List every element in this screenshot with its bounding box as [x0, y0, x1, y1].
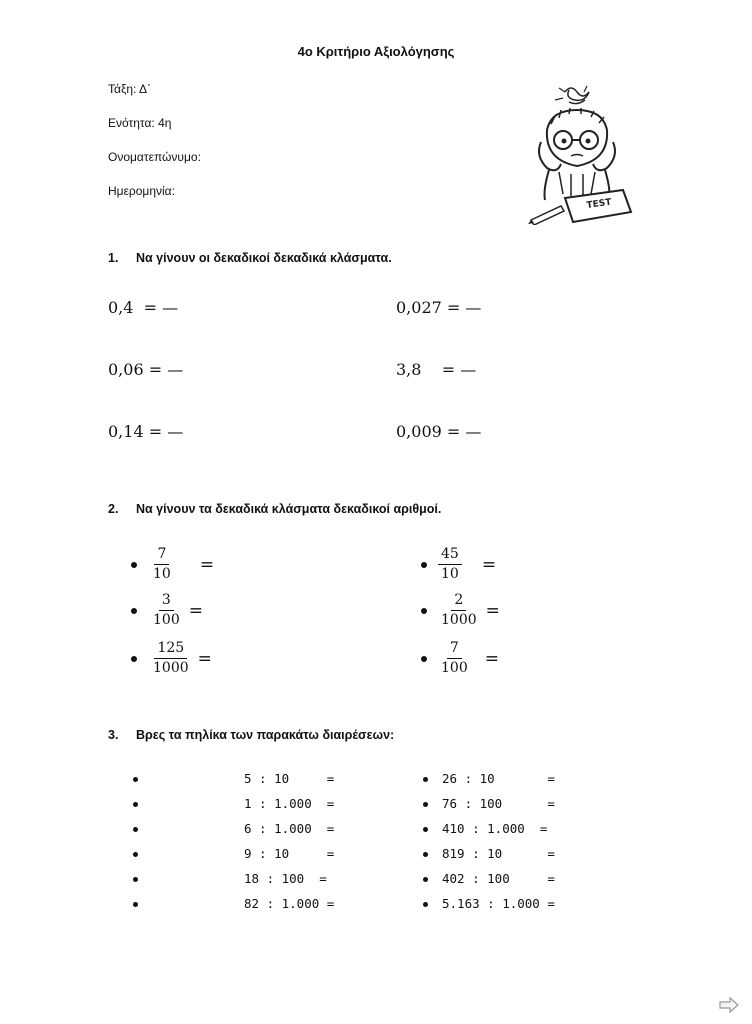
section-2-number: 2. — [108, 502, 119, 516]
numerator: 125 — [154, 640, 187, 659]
equals-sign: = — [197, 648, 212, 669]
numerator: 2 — [451, 592, 466, 611]
equals-sign: = — [199, 554, 215, 575]
section-3-heading — [108, 728, 394, 742]
division-item: 82 : 1.000 = — [244, 896, 335, 911]
section-2-text: Να γίνουν τα δεκαδικά κλάσματα δεκαδικοί αριθμοί. — [136, 502, 442, 516]
fraction-item — [150, 546, 214, 583]
division-item: 819 : 10 = — [442, 846, 555, 861]
division-item: 18 : 100 = — [244, 871, 327, 886]
equals-sign: = — [485, 600, 500, 621]
numerator: 45 — [438, 546, 462, 565]
fraction-item — [438, 640, 499, 677]
bullet — [131, 562, 137, 568]
denominator: 1000 — [153, 660, 189, 676]
bullet — [133, 902, 138, 907]
section-1-text: Να γίνουν οι δεκαδικοί δεκαδικά κλάσματα. — [136, 251, 392, 265]
bullet — [423, 902, 428, 907]
bullet — [133, 827, 138, 832]
numerator: 7 — [447, 640, 462, 659]
division-item: 5.163 : 1.000 = — [442, 896, 555, 911]
bullet — [421, 608, 427, 614]
section-3-text: Βρες τα πηλίκα των παρακάτω διαιρέσεων: — [136, 728, 395, 742]
division-item: 5 : 10 = — [244, 771, 335, 786]
name-label: Ονοματεπώνυμο: — [108, 150, 201, 164]
bullet — [423, 852, 428, 857]
bullet — [423, 827, 428, 832]
denominator: 10 — [153, 566, 171, 582]
bullet — [423, 877, 428, 882]
division-item: 9 : 10 = — [244, 846, 335, 861]
numerator: 3 — [159, 592, 174, 611]
division-item: 6 : 1.000 = — [244, 821, 335, 836]
bullet — [421, 562, 427, 568]
fraction-item — [150, 640, 212, 677]
decimal-item: 0,009 = — — [396, 422, 482, 441]
bullet — [423, 802, 428, 807]
bullet — [421, 656, 427, 662]
section-1-number: 1. — [108, 251, 119, 265]
division-item: 26 : 10 = — [442, 771, 555, 786]
page-title: 4ο Κριτήριο Αξιολόγησης — [297, 44, 455, 59]
fraction — [438, 592, 480, 629]
denominator: 100 — [153, 612, 180, 628]
bullet — [133, 802, 138, 807]
bullet — [131, 608, 137, 614]
bullet — [423, 777, 428, 782]
next-arrow-icon[interactable] — [718, 996, 740, 1014]
section-2-heading — [108, 502, 441, 516]
decimal-item: 3,8 = — — [396, 360, 477, 379]
decimal-item: 0,14 = — — [108, 422, 184, 441]
section-1-heading — [108, 251, 392, 265]
fraction — [150, 640, 192, 677]
section-3-number: 3. — [108, 728, 119, 742]
sheet-text: TEST — [586, 197, 613, 211]
bullet — [131, 656, 137, 662]
bullet — [133, 852, 138, 857]
division-item: 410 : 1.000 = — [442, 821, 548, 836]
division-item: 1 : 1.000 = — [244, 796, 335, 811]
student-cartoon-illustration — [525, 80, 635, 225]
denominator: 1000 — [441, 612, 477, 628]
decimal-item: 0,06 = — — [108, 360, 184, 379]
fraction-item — [438, 546, 496, 583]
decimal-item: 0,4 = — — [108, 298, 179, 317]
unit-label: Ενότητα: 4η — [108, 116, 172, 130]
decimal-item: 0,027 = — — [396, 298, 482, 317]
numerator: 7 — [154, 546, 169, 565]
denominator: 100 — [441, 660, 468, 676]
equals-sign: = — [188, 600, 203, 621]
equals-sign: = — [484, 648, 499, 669]
fraction-item — [438, 592, 500, 629]
denominator: 10 — [441, 566, 459, 582]
division-item: 76 : 100 = — [442, 796, 555, 811]
class-label: Τάξη: Δ΄ — [108, 82, 152, 96]
fraction — [438, 546, 462, 583]
fraction — [438, 640, 471, 677]
date-label: Ημερομηνία: — [108, 184, 175, 198]
fraction-item — [150, 592, 203, 629]
bullet — [133, 777, 138, 782]
bullet — [133, 877, 138, 882]
equals-sign: = — [481, 554, 497, 575]
division-item: 402 : 100 = — [442, 871, 555, 886]
fraction — [150, 546, 174, 583]
fraction — [150, 592, 183, 629]
